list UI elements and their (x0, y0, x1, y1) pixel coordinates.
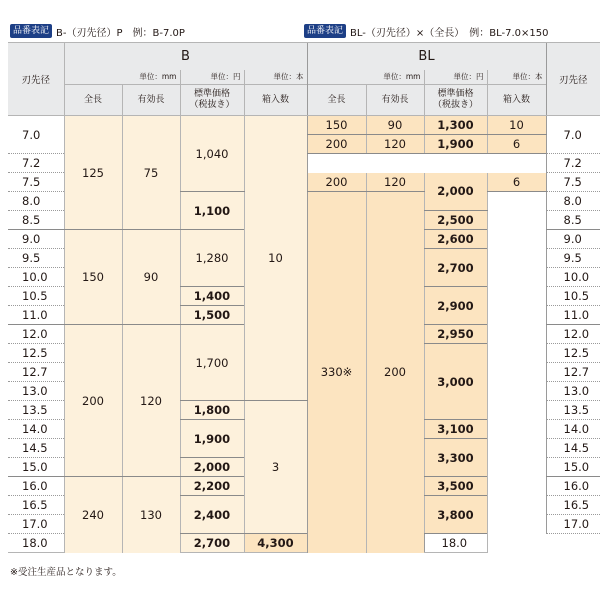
b-price: 1,400 (180, 287, 244, 306)
col-box-qty-b: 箱入数 (244, 85, 307, 116)
bl-price: 2,000 (424, 173, 487, 211)
b-box-qty: 3 (244, 401, 307, 534)
col-total-length-bl: 全長 (307, 85, 366, 116)
bl-price: 3,100 (424, 420, 487, 439)
b-price: 1,700 (180, 325, 244, 401)
diameter-left: 12.5 (8, 344, 64, 363)
bl-price: 3,800 (424, 496, 487, 534)
unit-mm-bl: 単位：mm (307, 70, 424, 85)
col-total-length-b: 全長 (64, 85, 122, 116)
b-box-qty: 10 (244, 116, 307, 401)
b-price: 1,280 (180, 230, 244, 287)
diameter-left: 12.7 (8, 363, 64, 382)
bl-price: 2,700 (424, 249, 487, 287)
unit-yen-b: 単位：円 (180, 70, 244, 85)
b-total-length: 200 (64, 325, 122, 477)
bl-total-length-long: 330※ (307, 192, 366, 553)
b-price: 1,500 (180, 306, 244, 325)
b-effective-length: 90 (122, 230, 180, 325)
diameter-header-left: 刃先径 (8, 43, 64, 116)
b-total-length: 150 (64, 230, 122, 325)
unit-yen-bl: 単位：円 (424, 70, 487, 85)
diameter-left: 10.5 (8, 287, 64, 306)
b-price: 1,040 (180, 116, 244, 192)
diameter-left: 15.0 (8, 458, 64, 477)
b-price: 1,900 (180, 420, 244, 458)
diameter-right: 14.0 (546, 420, 600, 439)
b-effective-length: 75 (122, 116, 180, 230)
col-effective-length-b: 有効長 (122, 85, 180, 116)
bl-price: 1,900 (424, 135, 487, 154)
diameter-left: 14.0 (8, 420, 64, 439)
diameter-left: 16.0 (8, 477, 64, 496)
diameter-right: 8.0 (546, 192, 600, 211)
b-price: 2,400 (180, 496, 244, 534)
diameter-right: 10.0 (546, 268, 600, 287)
bl-price: 3,000 (424, 344, 487, 420)
b-total-length: 240 (64, 477, 122, 553)
diameter-right: 12.5 (546, 344, 600, 363)
bl-empty (307, 154, 366, 173)
diameter-right: 12.7 (546, 363, 600, 382)
diameter-right: 18.0 (424, 534, 487, 553)
diameter-right: 9.5 (546, 249, 600, 268)
diameter-left: 7.5 (8, 173, 64, 192)
diameter-right: 7.5 (546, 173, 600, 192)
part-notation-b: B-（刃先径）P 例：B-7.0P (56, 27, 185, 39)
group-header-b: B (64, 43, 307, 70)
bl-empty (366, 154, 424, 173)
col-effective-length-bl: 有効長 (366, 85, 424, 116)
b-price: 1,100 (180, 192, 244, 230)
diameter-left: 18.0 (8, 534, 64, 553)
bl-box-qty-empty (487, 192, 546, 553)
col-price-b: 標準価格 （税抜き） (180, 85, 244, 116)
bl-effective-length: 90 (366, 116, 424, 135)
diameter-left: 8.5 (8, 211, 64, 230)
diameter-left: 9.5 (8, 249, 64, 268)
bl-effective-length: 120 (366, 173, 424, 192)
diameter-left: 7.0 (8, 116, 64, 154)
diameter-right: 12.0 (546, 325, 600, 344)
group-header-bl: BL (307, 43, 546, 70)
diameter-left: 7.2 (8, 154, 64, 173)
bl-box-qty: 10 (487, 116, 546, 135)
diameter-left: 10.0 (8, 268, 64, 287)
diameter-right: 16.0 (546, 477, 600, 496)
diameter-left: 13.0 (8, 382, 64, 401)
bl-empty (424, 154, 487, 173)
diameter-right: 11.0 (546, 306, 600, 325)
bl-price: 3,300 (424, 439, 487, 477)
bl-effective-length: 120 (366, 135, 424, 154)
bl-box-qty: 6 (487, 173, 546, 192)
footnote: ※受注生産品となります。 (10, 567, 122, 578)
bl-box-qty: 6 (487, 135, 546, 154)
bl-total-length: 200 (307, 173, 366, 192)
diameter-right: 7.2 (546, 154, 600, 173)
bl-price: 2,500 (424, 211, 487, 230)
unit-mm-b: 単位：mm (64, 70, 180, 85)
diameter-left: 11.0 (8, 306, 64, 325)
b-price: 2,000 (180, 458, 244, 477)
diameter-right: 15.0 (546, 458, 600, 477)
b-price: 2,700 (180, 534, 244, 553)
col-price-bl: 標準価格 （税抜き） (424, 85, 487, 116)
diameter-right: 14.5 (546, 439, 600, 458)
diameter-header-right: 刃先径 (546, 43, 600, 116)
spec-table (8, 42, 600, 553)
header-left (10, 24, 185, 38)
unit-pcs-bl: 単位：本 (487, 70, 546, 85)
bl-total-length: 200 (307, 135, 366, 154)
b-effective-length: 130 (122, 477, 180, 553)
bl-price: 3,500 (424, 477, 487, 496)
part-notation-badge-bl: 品番表記 (304, 24, 346, 38)
part-notation-bl: BL-（刃先径）×（全長） 例：BL-7.0×150 (350, 27, 549, 39)
diameter-left: 17.0 (8, 515, 64, 534)
bl-price: 2,900 (424, 287, 487, 325)
b-total-length: 125 (64, 116, 122, 230)
diameter-left: 14.5 (8, 439, 64, 458)
diameter-left: 8.0 (8, 192, 64, 211)
b-price: 2,200 (180, 477, 244, 496)
col-box-qty-bl: 箱入数 (487, 85, 546, 116)
part-notation-badge-b: 品番表記 (10, 24, 52, 38)
diameter-left: 12.0 (8, 325, 64, 344)
diameter-left: 13.5 (8, 401, 64, 420)
diameter-right: 8.5 (546, 211, 600, 230)
diameter-right: 7.0 (546, 116, 600, 154)
b-effective-length: 120 (122, 325, 180, 477)
bl-price: 1,300 (424, 116, 487, 135)
b-price: 1,800 (180, 401, 244, 420)
diameter-left: 9.0 (8, 230, 64, 249)
bl-empty (487, 154, 546, 173)
diameter-right: 10.5 (546, 287, 600, 306)
bl-effective-length-long: 200 (366, 192, 424, 553)
diameter-left: 16.5 (8, 496, 64, 515)
bl-total-length: 150 (307, 116, 366, 135)
diameter-right: 13.0 (546, 382, 600, 401)
diameter-right: 17.0 (546, 515, 600, 534)
bl-price: 4,300 (244, 534, 307, 553)
unit-pcs-b: 単位：本 (244, 70, 307, 85)
header-right (304, 24, 549, 38)
bl-price: 2,950 (424, 325, 487, 344)
diameter-right: 16.5 (546, 496, 600, 515)
diameter-right: 9.0 (546, 230, 600, 249)
bl-price: 2,600 (424, 230, 487, 249)
diameter-right: 13.5 (546, 401, 600, 420)
